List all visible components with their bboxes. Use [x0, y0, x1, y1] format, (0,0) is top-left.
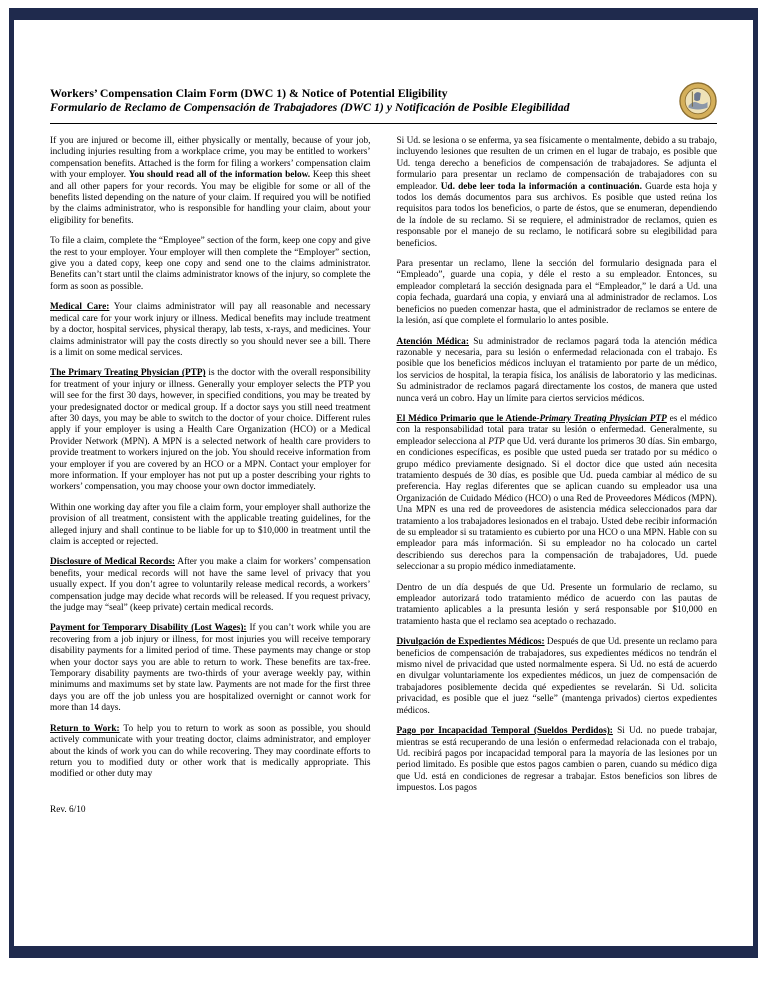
text-segment: Guarde esta hoja y todos los demás documentos para sus archivos. Es posible que usted reúna los requisitos para todos los beneficios, o parte de éstos, que se enumeran, dependiendo de la índole de su reclamo. Si se requiere, el administrador de reclamos, quien es responsable por el manejo de su reclamo, le notificará sobre su elegibilidad para beneficios.	[396, 181, 718, 249]
text-segment: Si Ud. se lesiona o se enferma, ya sea físicamente o mentalmente, debido a su trabajo, incluyendo lesiones que resulten de un crimen en el lugar de trabajo, es posible que Ud. tenga derecho a beneficios de compensación de trabajadores. Se adjunta el formulario para presentar un reclamo de compensación de trabajadores con su empleador.	[396, 136, 717, 192]
section-heading: Payment for Temporary Disability (Lost Wages):	[50, 623, 247, 634]
section-heading: Pago por Incapacidad Temporal (Sueldos Perdidos):	[396, 726, 613, 737]
paragraph	[50, 136, 371, 227]
revision-label: Rev. 6/10	[50, 804, 86, 815]
paragraph	[397, 414, 718, 574]
text-segment: Ud. debe leer toda la información a continuación.	[440, 181, 642, 192]
english-column	[50, 136, 371, 804]
text-segment: que Ud. verá durante los primeros 30 días. Sin embargo, en condiciones específicas, es posible que usted pueda ser tratado por su médico o grupo médico previamente designado. Si el doctor dice que usted aún necesita tratamiento después de 30 días, es posible que Ud. pueda cambiar al médico de su preferencia. Hay reglas diferentes que se aplican cuando su empleador usa una Organización de Cuidado Médico (HCO) o una Red de Proveedores Médicos (MPN). Una MPN es una red de proveedores de asistencia médica seleccionados para dar tratamiento a los trabajadores lesionados en el trabajo. Usted debe recibir información de su empleador si su tratamiento es cubierto por una HCO o una MPN. Hable con su empleador para más información. Si su empleador no ha colocado un cartel describiendo sus derechos para la compensación de trabajadores, Ud. puede seleccionar a su propio médico inmediatamente.	[396, 436, 717, 573]
text-segment: Keep this sheet and all other papers for your records. You may be eligible for some or all of the benefits listed depending on the nature of your claim. If required you will be notified by the claims administrator, who is responsible for handling your claim, about your eligibility for benefits.	[50, 170, 371, 226]
paragraph	[397, 136, 718, 250]
paragraph	[397, 583, 718, 629]
section-heading: Disclosure of Medical Records:	[50, 557, 176, 568]
section-heading: Primary Treating Physician PTP	[539, 413, 667, 424]
two-column-body	[50, 136, 717, 804]
text-segment: You should read all of the information below.	[128, 170, 311, 181]
paragraph	[50, 724, 371, 781]
spanish-column	[397, 136, 718, 804]
section-heading: Atención Médica:	[396, 336, 469, 347]
text-segment: Si Ud. no puede trabajar, mientras se está recuperando de una lesión o enfermedad relacionada con el trabajo, Ud. recibirá pagos por incapacidad temporal para la mayoría de las lesiones por un period limitado. Es posible que estos pagos cambien o paren, cuando su médico diga que Ud. está en condiciones de regresar a trabajar. Estos beneficios son libres de impuestos. Los pagos	[396, 726, 717, 794]
section-heading: Return to Work:	[50, 723, 120, 734]
text-segment: Your claims administrator will pay all reasonable and necessary medical care for your work injury or illness. Medical benefits may include treatment by a doctor, hospital services, physical therapy, lab tests, x-rays, and medicines. Your claims administrator will pay the costs directly so you should never see a bill. There is a limit on some medical services.	[50, 302, 371, 358]
state-seal-icon	[679, 82, 717, 120]
paragraph	[397, 259, 718, 327]
paragraph	[50, 368, 371, 493]
text-segment: es el médico con la responsabilidad total para tratar su lesión o enfermedad. Generalmente, su empleador selecciona al	[396, 413, 717, 447]
section-heading: Medical Care:	[50, 302, 110, 313]
text-segment: After you make a claim for workers’ compensation benefits, your medical records will not have the same level of privacy that you usually expect. If you don’t agree to voluntarily release medical records, a workers’ compensation judge may decide what records will be released. If you request privacy, the judge may “seal” (keep private) certain medical records.	[50, 557, 371, 614]
paragraph	[50, 236, 371, 293]
document-title-english: Workers’ Compensation Claim Form (DWC 1) & Notice of Potential Eligibility	[50, 86, 448, 100]
section-heading: The Primary Treating Physician (PTP)	[50, 368, 206, 379]
paragraph	[397, 726, 718, 794]
text-segment: To file a claim, complete the “Employee” section of the form, keep one copy and give the rest to your employer. Your employer will then complete the “Employer” section, give you a dated copy, keep one copy and send one to the claims administrator. Benefits can’t start until the claims administrator knows of the injury, so complete the form as soon as possible.	[50, 236, 371, 292]
text-segment: To help you to return to work as soon as possible, you should actively communicate with your treating doctor, claims administrator, and employer about the kinds of work you can do while recovering. They may coordinate efforts to return you to modified duty or other work that is medically appropriate. This modified or other duty may	[50, 723, 371, 780]
text-segment: Dentro de un día después de que Ud. Presente un formulario de reclamo, su empleador autorizará todo tratamiento médico de acuerdo con las pautas de tratamiento aplicables a la presunta lesión y será responsable por $10,000 en tratamiento hasta que el reclamo sea aceptado o rechazado.	[396, 582, 717, 627]
header-divider	[50, 123, 717, 124]
section-heading: El Médico Primario que le Atiende-	[396, 413, 540, 424]
text-segment: Within one working day after you file a claim form, your employer shall authorize the provision of all treatment, consistent with the applicable treating guidelines, for the alleged injury and shall continue to be liable for up to $10,000 in treatment until the claim is accepted or rejected.	[50, 502, 371, 547]
text-segment: If you are injured or become ill, either physically or mentally, because of your job, including injuries resulting from a workplace crime, you may be entitled to workers’ compensation benefits. Attached is the form for filing a workers’ compensation claim with your employer.	[50, 136, 371, 181]
text-segment: PTP	[488, 436, 505, 447]
paragraph	[50, 503, 371, 549]
section-heading: Divulgación de Expedientes Médicos:	[396, 637, 545, 648]
text-segment: Para presentar un reclamo, llene la sección del formulario designada para el “Empleado”, guarde una copia, y déle el resto a su empleador. Entonces, su empleador completará la sección designada para el “Empleador,” le dará a Ud. una copia fechada, guardará una copia, y enviará una al administrador de reclamos. Los beneficios no pueden comenzar hasta, que el administrador de reclamos se entere de la lesión, así que complete el formulario lo antes posible.	[396, 259, 717, 327]
document-header	[50, 86, 717, 120]
paragraph	[397, 637, 718, 717]
text-segment: If you can’t work while you are recovering from a job injury or illness, for most injuries you will receive temporary disability payments for a limited period of time. These payments may change or stop when your doctor says you are able to return to work. These benefits are tax-free. Temporary disability payments are two-thirds of your average weekly pay, within minimums and maximums set by state law. Payments are not made for the first three days you are off the job unless you are hospitalized overnight or cannot work for more than 14 days.	[50, 623, 371, 714]
text-segment: is the doctor with the overall responsibility for treatment of your injury or illness. Generally your employer selects the PTP you will see for the first 30 days, however, in specified conditions, you may be treated by your predesignated doctor or medical group. If a doctor says you still need treatment after 30 days, you may be able to switch to the doctor of your choice. Different rules apply if your employer is using a Health Care Organization (HCO) or a Medical Provider Network (MPN). A MPN is a selected network of health care providers to provide treatment to workers injured on the job. You should receive information from your employer if you are covered by an HCO or a MPN. Contact your employer for more information. If your employer has not put up a poster describing your rights to workers’ compensation, you may choose your own doctor immediately.	[50, 368, 371, 493]
page-border-frame	[9, 8, 758, 958]
paragraph	[397, 337, 718, 405]
text-segment: Su administrador de reclamos pagará toda la atención médica razonable y necesaria, para su lesión o enfermedad relacionada con el trabajo. Es posible que los beneficios médicos incluyan el tratamiento por parte de un médico, los servicios de hospital, la terapia física, los análisis de laboratorio y las medicinas. Su administrador de reclamos pagará directamente los costos, de manera que usted nunca verá un cobro. Hay un límite para ciertos servicios médicos.	[396, 336, 717, 404]
document-title-spanish: Formulario de Reclamo de Compensación de Trabajadores (DWC 1) y Notificación de Posible Elegibilidad	[50, 100, 570, 114]
text-segment: Después de que Ud. presente un reclamo para beneficios de compensación de trabajadores, sus expedientes médicos no tendrán el mismo nivel de privacidad que usted normalmente espera. Si Ud. no está de acuerdo en divulgar voluntariamente los expedientes médicos, un juez de compensación de trabajadores posiblemente decida qué expedientes se revelarán. Si Ud. solicita privacidad, es posible que el juez “selle” (mantenga privados) ciertos expedientes médicos.	[396, 637, 717, 716]
paragraph	[50, 557, 371, 614]
paragraph	[50, 623, 371, 714]
title-block	[50, 86, 665, 114]
paragraph	[50, 302, 371, 359]
page-content	[14, 20, 753, 946]
